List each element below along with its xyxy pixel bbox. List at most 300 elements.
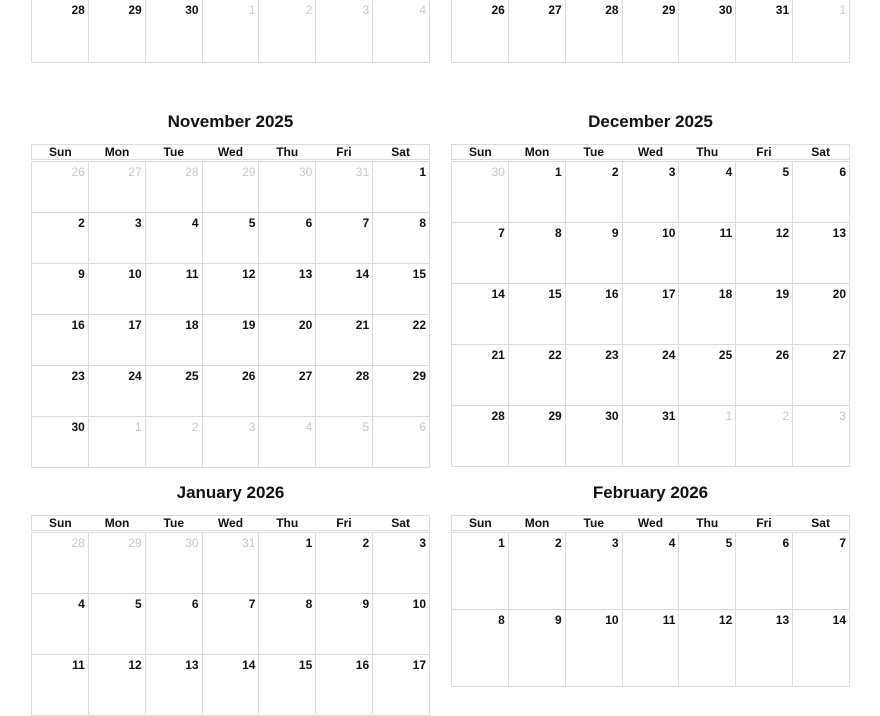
day-number: 5: [248, 216, 256, 230]
day-cell[interactable]: [452, 610, 509, 687]
day-number: 4: [78, 597, 85, 611]
day-number: 2: [362, 536, 370, 550]
day-cell[interactable]: [32, 594, 89, 655]
day-number: 4: [668, 536, 676, 550]
day-cell-adjacent-month[interactable]: [89, 533, 146, 594]
day-number: 28: [355, 369, 370, 383]
day-number: 29: [128, 536, 142, 550]
day-cell[interactable]: [623, 345, 680, 406]
day-number: 16: [71, 318, 85, 332]
day-number: 5: [725, 536, 733, 550]
day-number: 1: [725, 409, 733, 423]
day-cell[interactable]: [793, 223, 850, 284]
day-number: 12: [718, 613, 733, 627]
day-number: 21: [355, 318, 370, 332]
day-number: 30: [71, 420, 85, 434]
day-cell[interactable]: [623, 533, 680, 610]
day-number: 1: [305, 536, 313, 550]
day-grid: [31, 0, 430, 63]
day-cell[interactable]: [509, 610, 566, 687]
day-number: 8: [555, 226, 562, 240]
weekday-label: Tue: [583, 516, 604, 530]
day-number: 15: [548, 287, 562, 301]
month-title: November 2025: [167, 112, 294, 131]
weekday-label: Fri: [756, 145, 772, 159]
day-cell[interactable]: [259, 533, 316, 594]
day-cell-adjacent-month[interactable]: [146, 417, 203, 468]
day-cell-adjacent-month[interactable]: [679, 406, 736, 467]
day-number: 4: [419, 3, 426, 17]
day-cell[interactable]: [679, 610, 736, 687]
day-number: 25: [718, 348, 733, 362]
day-cell[interactable]: [566, 223, 623, 284]
day-cell-adjacent-month[interactable]: [146, 533, 203, 594]
day-cell-adjacent-month[interactable]: [316, 162, 373, 213]
day-cell-adjacent-month[interactable]: [259, 0, 316, 63]
day-cell[interactable]: [566, 533, 623, 610]
day-cell[interactable]: [452, 284, 509, 345]
day-number: 13: [185, 658, 199, 672]
day-number: 1: [498, 536, 505, 550]
day-cell[interactable]: [509, 406, 566, 467]
day-cell[interactable]: [316, 655, 373, 716]
day-cell[interactable]: [679, 345, 736, 406]
day-number: 2: [611, 165, 619, 179]
day-number: 13: [298, 267, 313, 281]
day-cell[interactable]: [623, 406, 680, 467]
day-number: 11: [662, 613, 676, 627]
day-number: 13: [832, 226, 846, 240]
day-cell[interactable]: [316, 366, 373, 417]
weekday-label: Mon: [524, 145, 550, 159]
day-cell[interactable]: [89, 655, 146, 716]
day-cell[interactable]: [736, 162, 793, 223]
day-number: 9: [78, 267, 85, 281]
day-number: 27: [298, 369, 313, 383]
day-cell[interactable]: [509, 0, 566, 63]
day-cell[interactable]: [736, 223, 793, 284]
day-number: 1: [135, 420, 142, 434]
day-number: 20: [832, 287, 846, 301]
day-number: 12: [242, 267, 256, 281]
day-number: 7: [498, 226, 505, 240]
day-number: 9: [611, 226, 619, 240]
weekday-label: Sat: [391, 145, 410, 159]
day-cell[interactable]: [566, 162, 623, 223]
day-number: 2: [305, 3, 313, 17]
day-cell[interactable]: [566, 0, 623, 63]
day-cell[interactable]: [203, 264, 260, 315]
day-cell[interactable]: [316, 264, 373, 315]
day-number: 3: [419, 536, 426, 550]
day-cell[interactable]: [373, 533, 430, 594]
day-cell[interactable]: [623, 223, 680, 284]
day-cell[interactable]: [203, 366, 260, 417]
day-number: 9: [362, 597, 370, 611]
weekday-label: Sun: [49, 145, 72, 159]
day-number: 7: [248, 597, 256, 611]
day-number: 10: [412, 597, 426, 611]
day-cell-adjacent-month[interactable]: [203, 533, 260, 594]
day-number: 28: [185, 165, 199, 179]
day-cell-adjacent-month[interactable]: [793, 0, 850, 63]
day-number: 10: [605, 613, 619, 627]
day-cell[interactable]: [679, 0, 736, 63]
day-cell[interactable]: [146, 213, 203, 264]
day-number: 25: [185, 369, 199, 383]
day-cell[interactable]: [316, 315, 373, 366]
day-number: 22: [412, 318, 426, 332]
day-number: 5: [782, 165, 790, 179]
day-cell-adjacent-month[interactable]: [373, 417, 430, 468]
day-number: 26: [491, 3, 505, 17]
day-cell-adjacent-month[interactable]: [452, 162, 509, 223]
day-cell-adjacent-month[interactable]: [146, 162, 203, 213]
day-cell[interactable]: [89, 366, 146, 417]
day-number: 4: [725, 165, 733, 179]
day-cell[interactable]: [203, 655, 260, 716]
weekday-label: Thu: [276, 516, 299, 530]
day-number: 3: [248, 420, 256, 434]
day-cell[interactable]: [259, 594, 316, 655]
day-cell[interactable]: [509, 533, 566, 610]
weekday-label: Wed: [217, 516, 244, 530]
day-number: 14: [355, 267, 370, 281]
day-number: 8: [498, 613, 505, 627]
weekday-label: Fri: [336, 145, 352, 159]
day-cell[interactable]: [146, 655, 203, 716]
day-number: 30: [185, 3, 199, 17]
day-cell[interactable]: [373, 594, 430, 655]
day-number: 28: [605, 3, 619, 17]
weekday-label: Wed: [637, 516, 664, 530]
day-number: 21: [491, 348, 505, 362]
day-number: 1: [839, 3, 846, 17]
day-number: 30: [491, 165, 505, 179]
day-cell-adjacent-month[interactable]: [32, 162, 89, 213]
day-number: 2: [78, 216, 85, 230]
weekday-label: Sat: [391, 516, 410, 530]
day-cell[interactable]: [736, 284, 793, 345]
day-number: 15: [298, 658, 313, 672]
day-cell[interactable]: [32, 213, 89, 264]
day-number: 1: [248, 3, 256, 17]
day-number: 29: [242, 165, 256, 179]
day-cell[interactable]: [679, 162, 736, 223]
day-cell[interactable]: [146, 315, 203, 366]
day-cell[interactable]: [452, 533, 509, 610]
day-cell[interactable]: [32, 366, 89, 417]
day-cell[interactable]: [89, 213, 146, 264]
month-title: February 2026: [592, 483, 709, 502]
weekday-label: Thu: [696, 145, 719, 159]
day-cell-adjacent-month[interactable]: [203, 417, 260, 468]
day-number: 2: [555, 536, 562, 550]
weekday-label: Sun: [49, 516, 72, 530]
day-cell[interactable]: [32, 417, 89, 468]
weekday-label: Sat: [811, 516, 830, 530]
day-number: 27: [548, 3, 562, 17]
day-number: 14: [242, 658, 256, 672]
day-number: 19: [242, 318, 256, 332]
weekday-label: Thu: [696, 516, 719, 530]
day-grid: [31, 161, 430, 468]
day-cell[interactable]: [452, 223, 509, 284]
day-number: 19: [775, 287, 790, 301]
day-number: 2: [191, 420, 199, 434]
day-cell[interactable]: [736, 345, 793, 406]
day-cell[interactable]: [259, 213, 316, 264]
weekday-header: [31, 144, 430, 160]
day-number: 1: [555, 165, 562, 179]
day-number: 17: [662, 287, 676, 301]
weekday-label: Thu: [276, 145, 299, 159]
day-cell-adjacent-month[interactable]: [736, 406, 793, 467]
day-cell[interactable]: [146, 594, 203, 655]
day-cell[interactable]: [373, 162, 430, 213]
day-number: 16: [355, 658, 370, 672]
day-cell[interactable]: [32, 0, 89, 63]
day-number: 26: [775, 348, 790, 362]
calendar-february-2026: [451, 480, 850, 686]
day-number: 16: [605, 287, 619, 301]
day-number: 17: [412, 658, 426, 672]
day-number: 5: [362, 420, 370, 434]
day-number: 11: [185, 267, 199, 281]
day-cell-adjacent-month[interactable]: [32, 533, 89, 594]
day-number: 29: [548, 409, 562, 423]
day-number: 24: [662, 348, 676, 362]
day-number: 3: [135, 216, 142, 230]
day-cell[interactable]: [146, 0, 203, 63]
day-number: 31: [775, 3, 790, 17]
day-cell[interactable]: [203, 315, 260, 366]
day-number: 14: [832, 613, 846, 627]
weekday-label: Mon: [524, 516, 550, 530]
day-cell[interactable]: [679, 284, 736, 345]
day-cell-adjacent-month[interactable]: [793, 406, 850, 467]
day-number: 6: [839, 165, 846, 179]
weekday-label: Tue: [163, 145, 184, 159]
day-cell[interactable]: [32, 264, 89, 315]
day-number: 14: [491, 287, 505, 301]
weekday-label: Wed: [637, 145, 664, 159]
day-cell-adjacent-month[interactable]: [259, 162, 316, 213]
day-number: 18: [185, 318, 199, 332]
day-number: 12: [128, 658, 142, 672]
day-number: 23: [605, 348, 619, 362]
day-cell[interactable]: [259, 366, 316, 417]
day-number: 31: [355, 165, 370, 179]
day-cell[interactable]: [736, 533, 793, 610]
day-cell[interactable]: [373, 366, 430, 417]
day-number: 23: [71, 369, 85, 383]
month-title: December 2025: [588, 112, 713, 131]
month-title: January 2026: [176, 483, 285, 502]
day-number: 9: [555, 613, 562, 627]
day-cell[interactable]: [736, 0, 793, 63]
day-cell[interactable]: [623, 0, 680, 63]
day-cell[interactable]: [203, 594, 260, 655]
day-number: 10: [662, 226, 676, 240]
day-cell-adjacent-month[interactable]: [259, 417, 316, 468]
day-number: 1: [419, 165, 426, 179]
day-cell[interactable]: [623, 284, 680, 345]
day-cell[interactable]: [509, 284, 566, 345]
day-number: 24: [128, 369, 142, 383]
day-cell[interactable]: [373, 655, 430, 716]
day-number: 3: [839, 409, 846, 423]
day-cell[interactable]: [509, 162, 566, 223]
day-number: 3: [611, 536, 619, 550]
day-cell[interactable]: [316, 594, 373, 655]
day-cell[interactable]: [736, 610, 793, 687]
day-cell[interactable]: [259, 655, 316, 716]
day-number: 2: [782, 409, 790, 423]
day-number: 29: [662, 3, 676, 17]
day-number: 26: [242, 369, 256, 383]
day-number: 5: [135, 597, 142, 611]
day-cell-adjacent-month[interactable]: [89, 162, 146, 213]
weekday-label: Sun: [469, 145, 492, 159]
calendar-november-2025: [31, 109, 430, 468]
day-number: 30: [298, 165, 313, 179]
day-number: 27: [128, 165, 142, 179]
day-number: 6: [419, 420, 426, 434]
day-grid: [451, 161, 850, 467]
day-grid: [31, 532, 430, 716]
day-number: 22: [548, 348, 562, 362]
day-cell[interactable]: [373, 315, 430, 366]
day-cell-adjacent-month[interactable]: [89, 417, 146, 468]
calendar-october-2025: [451, 0, 850, 97]
day-cell-adjacent-month[interactable]: [373, 0, 430, 63]
day-number: 17: [128, 318, 142, 332]
day-number: 11: [72, 658, 85, 672]
day-cell[interactable]: [32, 655, 89, 716]
day-cell[interactable]: [566, 610, 623, 687]
weekday-label: Sat: [811, 145, 830, 159]
weekday-header: [31, 515, 430, 531]
day-cell[interactable]: [509, 345, 566, 406]
day-number: 27: [832, 348, 846, 362]
day-cell[interactable]: [793, 345, 850, 406]
day-cell[interactable]: [316, 533, 373, 594]
day-cell[interactable]: [679, 223, 736, 284]
weekday-header: [451, 515, 850, 531]
day-number: 28: [491, 409, 505, 423]
day-cell[interactable]: [89, 0, 146, 63]
day-cell[interactable]: [566, 284, 623, 345]
calendar-december-2025: [451, 109, 850, 468]
day-cell[interactable]: [373, 213, 430, 264]
weekday-label: Tue: [163, 516, 184, 530]
day-number: 18: [718, 287, 733, 301]
day-number: 26: [71, 165, 85, 179]
day-number: 6: [782, 536, 790, 550]
weekday-label: Mon: [104, 145, 130, 159]
day-cell[interactable]: [793, 533, 850, 610]
day-grid: [451, 532, 850, 687]
day-cell[interactable]: [623, 610, 680, 687]
weekday-label: Tue: [583, 145, 604, 159]
weekday-label: Fri: [756, 516, 772, 530]
day-cell[interactable]: [316, 213, 373, 264]
day-cell[interactable]: [566, 345, 623, 406]
day-cell[interactable]: [89, 264, 146, 315]
day-cell[interactable]: [373, 264, 430, 315]
day-number: 13: [775, 613, 790, 627]
calendar-january-2026: [31, 480, 430, 715]
day-cell-adjacent-month[interactable]: [316, 417, 373, 468]
day-number: 28: [71, 3, 85, 17]
day-number: 8: [419, 216, 426, 230]
day-cell[interactable]: [679, 533, 736, 610]
day-number: 20: [298, 318, 313, 332]
day-cell[interactable]: [452, 406, 509, 467]
day-cell-adjacent-month[interactable]: [316, 0, 373, 63]
weekday-label: Sun: [469, 516, 492, 530]
day-grid: [451, 0, 850, 63]
day-number: 31: [242, 536, 256, 550]
day-cell[interactable]: [623, 162, 680, 223]
day-cell[interactable]: [203, 213, 260, 264]
day-number: 6: [191, 597, 199, 611]
day-cell[interactable]: [89, 315, 146, 366]
day-cell-adjacent-month[interactable]: [203, 0, 260, 63]
day-cell[interactable]: [452, 0, 509, 63]
day-number: 7: [839, 536, 846, 550]
day-number: 31: [662, 409, 676, 423]
weekday-label: Wed: [217, 145, 244, 159]
day-number: 4: [305, 420, 313, 434]
day-number: 28: [71, 536, 85, 550]
day-cell[interactable]: [146, 264, 203, 315]
day-number: 12: [775, 226, 790, 240]
day-cell-adjacent-month[interactable]: [203, 162, 260, 213]
day-number: 29: [128, 3, 142, 17]
day-cell[interactable]: [566, 406, 623, 467]
day-cell[interactable]: [146, 366, 203, 417]
day-number: 8: [305, 597, 313, 611]
day-number: 30: [185, 536, 199, 550]
day-number: 30: [718, 3, 733, 17]
day-number: 3: [362, 3, 370, 17]
day-number: 15: [412, 267, 426, 281]
weekday-header: [451, 144, 850, 160]
day-cell[interactable]: [89, 594, 146, 655]
day-cell[interactable]: [259, 315, 316, 366]
day-number: 11: [719, 226, 733, 240]
day-cell[interactable]: [32, 315, 89, 366]
day-number: 6: [305, 216, 313, 230]
day-cell[interactable]: [793, 610, 850, 687]
day-cell[interactable]: [509, 223, 566, 284]
day-number: 4: [191, 216, 199, 230]
day-number: 29: [412, 369, 426, 383]
day-number: 10: [128, 267, 142, 281]
day-number: 7: [362, 216, 370, 230]
weekday-label: Fri: [336, 516, 352, 530]
day-cell[interactable]: [452, 345, 509, 406]
day-number: 30: [605, 409, 619, 423]
day-cell[interactable]: [793, 162, 850, 223]
day-cell[interactable]: [259, 264, 316, 315]
day-cell[interactable]: [793, 284, 850, 345]
weekday-label: Mon: [104, 516, 130, 530]
day-number: 3: [668, 165, 676, 179]
calendar-september-2025: [31, 0, 430, 97]
